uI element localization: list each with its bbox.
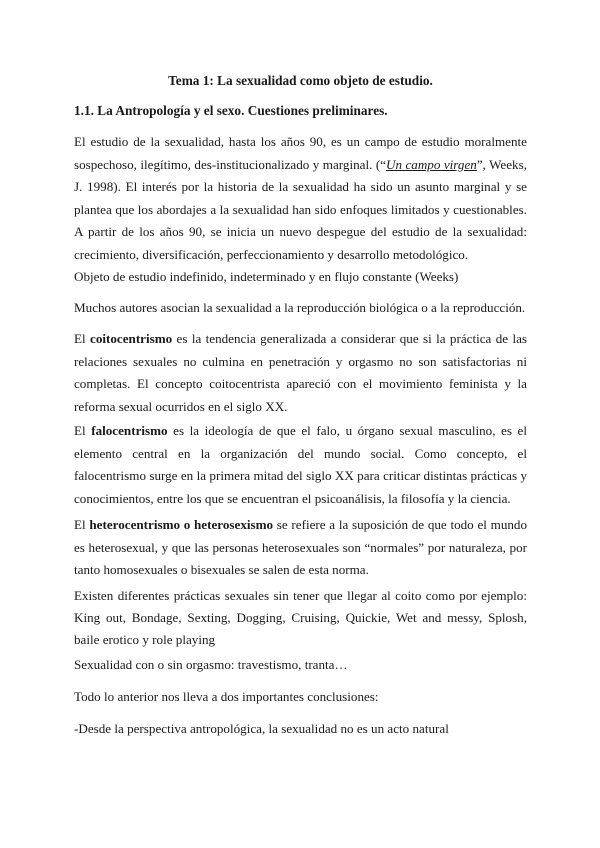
paragraph-orgasm: Sexualidad con o sin orgasmo: travestismo, tranta…	[74, 657, 348, 672]
paragraph-conclusion-1: -Desde la perspectiva antropológica, la sexualidad no es un acto natural	[74, 721, 449, 736]
paragraph-intro	[74, 131, 527, 267]
paragraph-reproduction: Muchos autores asocian la sexualidad a la reproducción biológica o a la reproducción.	[74, 300, 526, 315]
term-falocentrismo: falocentrismo	[91, 423, 168, 438]
paragraph-falocentrismo-lead: El	[74, 423, 92, 438]
term-heterocentrismo: heterocentrismo o heterosexismo	[89, 517, 274, 532]
paragraph-heterocentrismo-lead: El	[74, 517, 90, 532]
section-heading: 1.1. La Antropología y el sexo. Cuestiones preliminares.	[74, 103, 388, 118]
paragraph-heterocentrismo-text: se refiere a la suposición de que todo el mundo es heterosexual, y que las personas heterosexuales son “normales” por naturaleza, por tanto homosexuales o bisexuales se salen de esta norma.	[74, 517, 528, 578]
paragraph-falocentrismo-text: es la ideología de que el falo, u órgano sexual masculino, es el elemento central en la organización del mundo social. Como concepto, el falocentrismo surge en la primera mitad del siglo XX para criticar distintas prácticas y conocimientos, entre los que se encuentran el psicoanálisis, la filosofía y la ciencia.	[74, 423, 527, 506]
paragraph-intro-text-end: ”, Weeks, J. 1998). El interés por la historia de la sexualidad ha sido un asunto marginal y se plantea que los abordajes a la sexualidad han sido enfoques limitados y cuestionables. A partir de los años 90, se inicia un nuevo despegue del estudio de la sexualidad: crecimiento, diversificación, perfeccionamiento y desarrollo metodológico.	[74, 156, 527, 262]
paragraph-falocentrismo	[74, 420, 527, 510]
document-title: Tema 1: La sexualidad como objeto de estudio.	[168, 73, 433, 88]
term-coitocentrismo: coitocentrismo	[90, 331, 173, 346]
paragraph-conclusions-intro: Todo lo anterior nos lleva a dos importantes conclusiones:	[74, 689, 379, 704]
quoted-phrase: Un campo virgen	[386, 156, 477, 172]
paragraph-coitocentrismo-text: es la tendencia generalizada a considerar que si la práctica de las relaciones sexuales no culmina en penetración y orgasmo no son satisfactorias ni completas. El concepto coitocentrista apareció con el movimiento feminista y la reforma sexual ocurridos en el siglo XX.	[74, 331, 527, 414]
paragraph-coitocentrismo	[74, 328, 527, 418]
paragraph-coitocentrismo-lead: El	[74, 331, 91, 346]
paragraph-object-of-study: Objeto de estudio indefinido, indeterminado y en flujo constante (Weeks)	[74, 269, 459, 284]
paragraph-intro-text-start: El estudio de la sexualidad, hasta los años 90, es un campo de estudio moralmente sospechoso, ilegítimo, des-institucionalizado y marginal. (“	[74, 134, 527, 172]
paragraph-practices: Existen diferentes prácticas sexuales sin tener que llegar al coito como por ejemplo: King out, Bondage, Sexting, Dogging, Cruising, Quickie, Wet and messy, Splosh, baile erotico y role playing	[74, 588, 527, 647]
paragraph-heterocentrismo	[74, 514, 527, 582]
